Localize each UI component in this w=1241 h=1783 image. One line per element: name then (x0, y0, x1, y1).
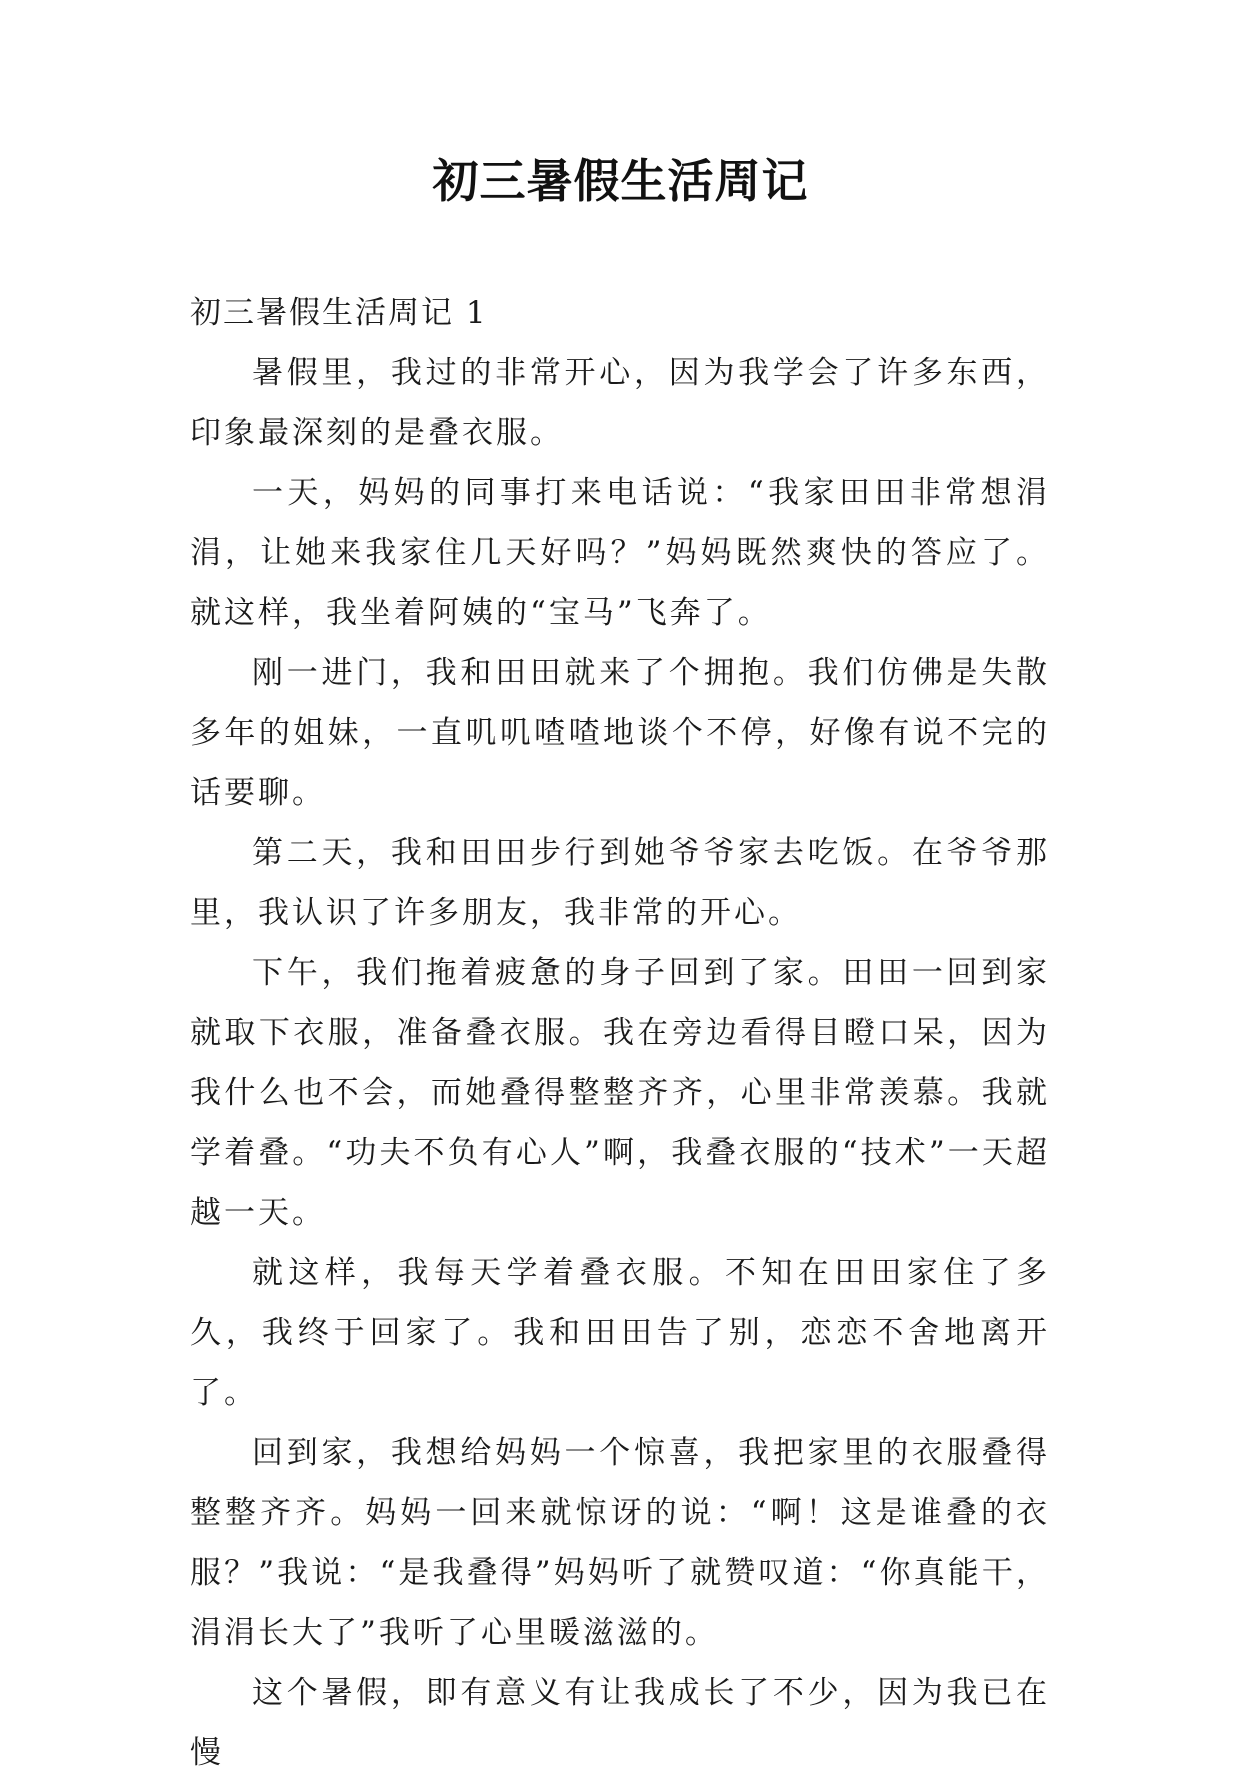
section-heading: 初三暑假生活周记 1 (190, 295, 488, 331)
document-body (190, 283, 1050, 1783)
paragraph: 这个暑假，即有意义有让我成长了不少，因为我已在慢 (190, 1675, 1050, 1771)
paragraph: 回到家，我想给妈妈一个惊喜，我把家里的衣服叠得整整齐齐。妈妈一回来就惊讶的说：“啊！这是谁叠的衣服？”我说：“是我叠得”妈妈听了就赞叹道：“你真能干，涓涓长大了”我听了心里暖滋滋的。 (190, 1435, 1050, 1651)
paragraph: 下午，我们拖着疲惫的身子回到了家。田田一回到家就取下衣服，准备叠衣服。我在旁边看得目瞪口呆，因为我什么也不会，而她叠得整整齐齐，心里非常羡慕。我就学着叠。“功夫不负有心人”啊，我叠衣服的“技术”一天超越一天。 (190, 955, 1050, 1231)
paragraph: 一天，妈妈的同事打来电话说：“我家田田非常想涓涓，让她来我家住几天好吗？”妈妈既然爽快的答应了。就这样，我坐着阿姨的“宝马”飞奔了。 (190, 475, 1050, 631)
paragraph: 就这样，我每天学着叠衣服。不知在田田家住了多久，我终于回家了。我和田田告了别，恋恋不舍地离开了。 (190, 1255, 1050, 1411)
paragraph: 暑假里，我过的非常开心，因为我学会了许多东西，印象最深刻的是叠衣服。 (190, 355, 1050, 451)
paragraph: 第二天，我和田田步行到她爷爷家去吃饭。在爷爷那里，我认识了许多朋友，我非常的开心。 (190, 835, 1050, 931)
document-title: 初三暑假生活周记 (432, 154, 809, 208)
paragraph: 刚一进门，我和田田就来了个拥抱。我们仿佛是失散多年的姐妹，一直叽叽喳喳地谈个不停，好像有说不完的话要聊。 (190, 655, 1050, 811)
